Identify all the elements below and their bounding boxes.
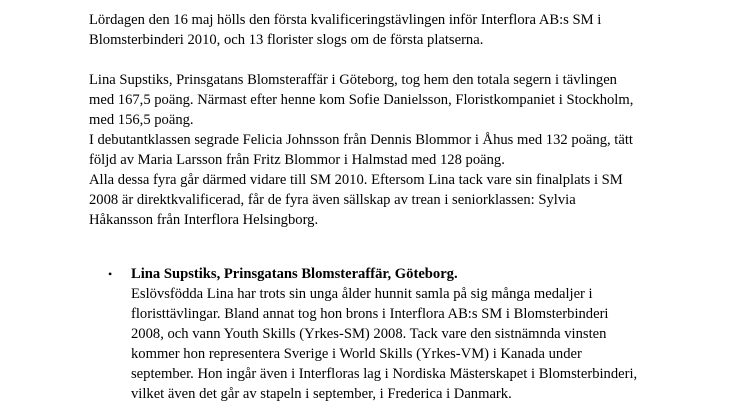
text-line: med 156,5 poäng. xyxy=(89,112,194,128)
text-line: följd av Maria Larsson från Fritz Blommor i Halmstad med 128 poäng. xyxy=(89,152,505,168)
text-line: Blomsterbinderi 2010, och 13 florister slogs om de första platserna. xyxy=(89,32,484,48)
text-line: september. Hon ingår även i Interfloras lag i Nordiska Mästerskapet i Blomsterbinderi, xyxy=(131,366,638,382)
text-line: 2008, och vann Youth Skills (Yrkes-SM) 2008. Tack vare den sistnämnda vinsten xyxy=(131,326,607,342)
text-line: Alla dessa fyra går därmed vidare till SM 2010. Eftersom Lina tack vare sin finalplats i SM xyxy=(89,172,623,188)
text-line: 2008 är direktkvalificerad, får de fyra även sällskap av trean i seniorklassen: Sylvia xyxy=(89,192,576,208)
text-line: vilket även det går av stapeln i september, i Frederica i Danmark. xyxy=(131,386,512,402)
bullet-body xyxy=(131,264,731,404)
text-line: Eslövsfödda Lina har trots sin unga ålder hunnit samla på sig många medaljer i xyxy=(131,286,593,302)
text-line: med 167,5 poäng. Närmast efter henne kom Sofie Danielsson, Floristkompaniet i Stockholm, xyxy=(89,92,634,108)
bullet-heading: Lina Supstiks, Prinsgatans Blomsteraffär, Göteborg. xyxy=(131,266,458,282)
text-line: Lina Supstiks, Prinsgatans Blomsteraffär i Göteborg, tog hem den totala segern i tävlingen xyxy=(89,72,617,88)
text-line: I debutantklassen segrade Felicia Johnsson från Dennis Blommor i Åhus med 132 poäng, tätt xyxy=(89,132,633,148)
bullet-marker: • xyxy=(108,267,113,281)
paragraph-results xyxy=(89,70,729,230)
text-line: kommer hon representera Sverige i World Skills (Yrkes-VM) i Kanada under xyxy=(131,346,582,362)
text-line: Håkansson från Interflora Helsingborg. xyxy=(89,212,319,228)
text-line: floristtävlingar. Bland annat tog hon brons i Interflora AB:s SM i Blomsterbinderi xyxy=(131,306,609,322)
paragraph-intro xyxy=(89,10,729,50)
text-line: Lördagen den 16 maj hölls den första kvalificeringstävlingen inför Interflora AB:s SM i xyxy=(89,12,602,28)
